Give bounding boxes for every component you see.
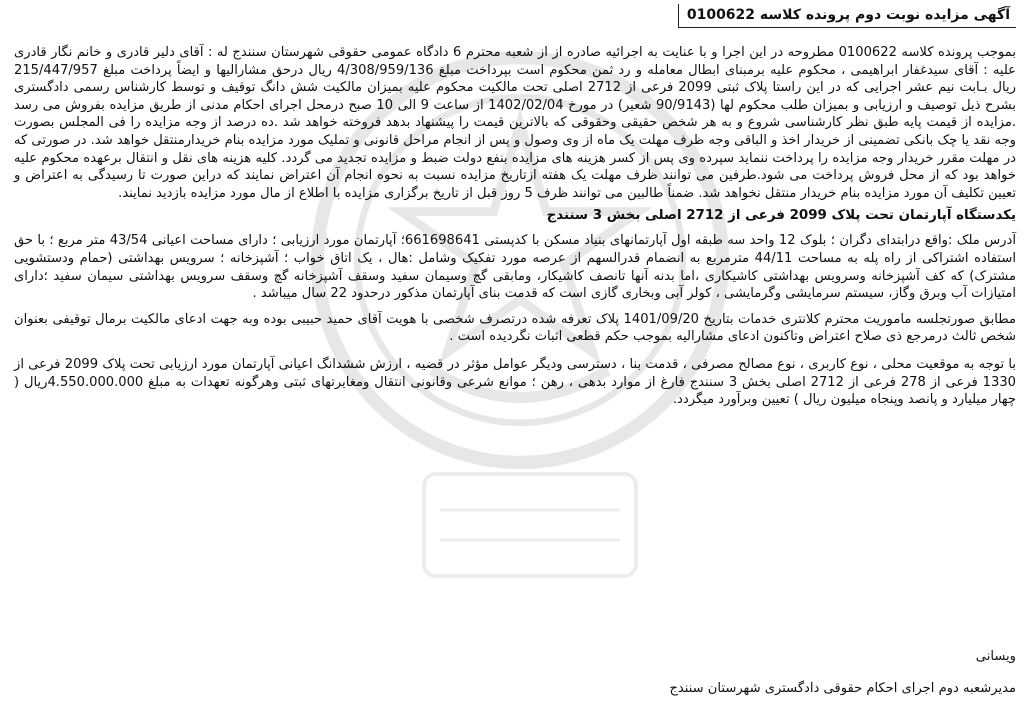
valuation-paragraph: با توجه به موقعیت محلی ، نوع کاربری ، نوع مصالح مصرفی ، قدمت بنا ، دسترسی ودیگر عوامل مؤثر در قضیه ، ارزش ششدانگ اعیانی آپارتمان مورد ارزیابی تحت پلاک 2099 فرعی از 1330 فرعی از 278 فرعی از 2712 اصلی بخش 3 سنندج فارغ از موارد بدهی ، رهن ؛ موانع شرعی وقانونی انتقال ومغایرتهای ثبتی وهرگونه تعهدات به مبلغ 4.550.000.000ریال ( چهار میلیارد و پانصد وپنجاه میلیون ریال ) تعیین وبرآورد میگردد. [14,356,1017,408]
property-subheading: یکدستگاه آپارتمان تحت پلاک 2099 فرعی از 2712 اصلی بخش 3 سنندج [546,208,1016,224]
occupancy-report-paragraph: مطابق صورتجلسه ماموریت محترم کلانتری خدمات بتاریخ 1401/09/20 پلاک تعرفه شده درتصرف شخصی با هویت آقای حمید حبیبی بوده وبه جهت ادعای مالکیت برمال توقیفی بعنوان شخص ثالث درمرجع ذی صلاح اعتراض وتاکنون ادعای مشارالیه بموجب حکم قطعی اثبات نگردیده است . [14,311,1016,345]
auction-terms-paragraph: بموجب پرونده کلاسه 0100622 مطروحه در این اجرا و با عنایت به اجرائیه صادره از از شعبه محترم 6 دادگاه عمومی حقوقی شهرستان سنندج له : آقای دلیر قادری و خانم نگار قادری علیه : آقای سیدغفار ابراهیمی ، محکوم علیه برمبنای ابطال معامله و رد ثمن محکوم است بپرداخت مبلغ 4/308/959/136 ریال درحق مشارالیها و ایضاً پرداخت مبلغ 215/447/957 ریال بـابت نیم عشر اجرایی که در این راستا پلاک ثبتی 2099 فرعی از 2712 اصلی تحت مالکیت محکوم علیه بمیزان مالکیت شش دانگ توقیف و توسط کارشناس رسمی دادگستری بشرح ذیل توصیف و ارزیابی و بمیزان طلب محکوم لها (90/9143 شعیر) در مورخ 1402/02/04 از ساعت 9 الی 10 صبح درمحل اجرای احکام مدنی از طریق مزایده بفروش می رسد .مزایده از قیمت پایه طبق نظر کارشناسی شروع و به هر شخص حقیقی وحقوقی که بالاترین قیمت را پیشنهاد بدهد فروخته خواهد شد .ده درصد از وجه مزایده را فی المجلس بصورت وجه نقد یا چک بانکی تضمینی از خریدار اخذ و الباقی وجه ظرف مهلت یک ماه از وی وصول و پس از انجام مراحل قانونی و تملیک مورد مزایده بنام خریدارمنتقل خواهد شد. در صورتی که در مهلت مقرر خریدار وجه مزایده را پرداخت ننماید سپرده وی پس از کسر هزینه های مزایده بنفع دولت ضبط و مزایده تجدید می گردد. کلیه هزینه های نقل و انتقال برعهده محکوم علیه خواهد بود که از محل فروش پرداخت می شود.طرفین می توانند ظرف مهلت یک هفته ازتاریخ مزایده نسبت به نحوه انجام آن اعتراض نمایند که دراین صورت تا رسیدگی به اعتراض و تعیین تکلیف آن مورد مزایده بنام خریدار منتقل نخواهد شد. ضمناً طالبین می توانند ظرف 5 روز قبل از تاریخ برگزاری مزایده با اطلاع از مال مورد مزایده بازدید نمایند. [14,45,1016,201]
signature-line: مدیرشعبه دوم اجرای احکام حقوقی دادگستری شهرستان سنندج [669,680,1016,696]
title-row [14,4,1016,30]
notice-title: آگهی مزایده نوبت دوم پرونده کلاسه 0100622 [678,4,1016,28]
closing-block [669,648,1016,697]
property-description-paragraph: آدرس ملک :واقع درابتدای دگران ؛ بلوک 12 واحد سه طبقه اول آپارتمانهای بنیاد مسکن با کدپستی 661698641؛ آپارتمان مورد ارزیابی ؛ دارای مساحت اعیانی 43/54 متر مربع ؛ با حق استفاده اشتراکی از راه پله به مساحت 44/11 مترمربع به انضمام قدرالسهم از عرصه مورد تفکیک وشامل :هال ، یک اتاق خواب ؛ آشپزخانه ؛ سرویس بهداشتی (حمام ودستشویی مشترک) که کف آشپزخانه وسرویس بهداشتی کاشیکاری ،اما بدنه آنها تانصف کاشیکار، ومابقی گچ وسیمان سفید وسقف آشپزخانه گچ وسقف سرویس بهداشتی سیمان سفید ؛دارای امتیازات آب وبرق وگاز، سیستم سرمایشی وگرمایشی ، کولر آبی وبخاری گازی است که قدمت بنای آپارتمان مذکور درحدود 22 سال میباشد . [14,233,1016,302]
closing-name: ویسانی [975,649,1016,664]
stamp-watermark-icon [420,470,640,580]
